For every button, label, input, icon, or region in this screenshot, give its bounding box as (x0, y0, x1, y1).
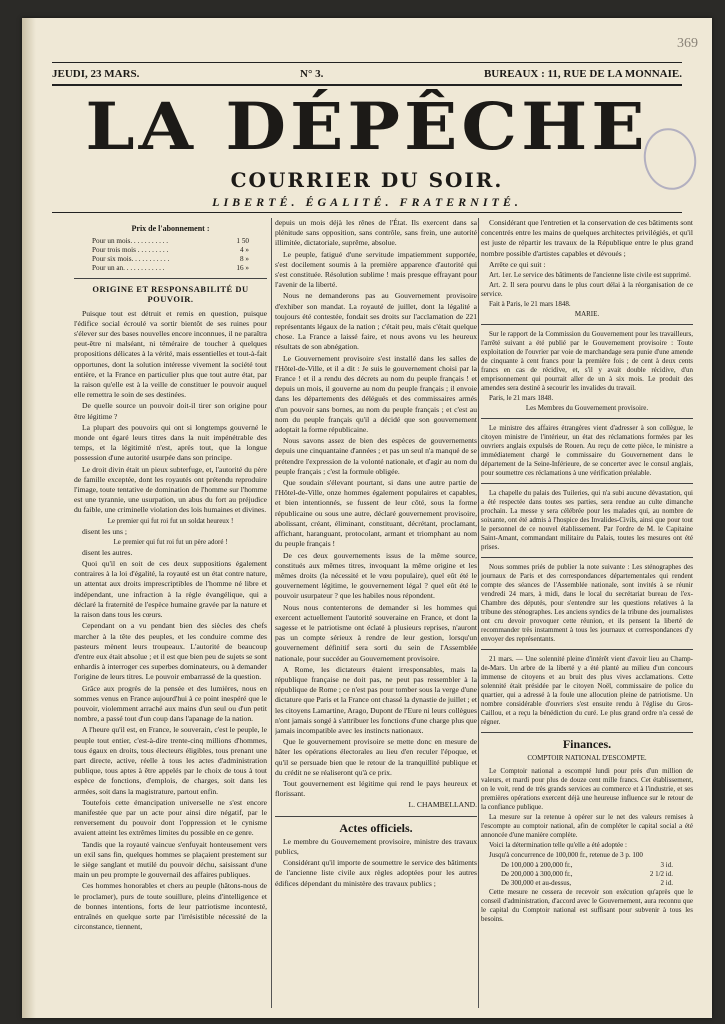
subscription-row (74, 246, 267, 255)
masthead-subtitle: COURRIER DU SOIR. (230, 168, 504, 192)
article-paragraph: Tout gouvernement est légitime qui rend le pays heureux et florissant. (275, 778, 477, 799)
masthead-rule (52, 212, 682, 213)
header-line (52, 68, 682, 80)
subscription-price: 8 » (240, 255, 249, 264)
article-paragraph: Puisque tout est détruit et remis en question, puisque l'édifice social écroulé va sortir bientôt de ses ruines pour s'élever sur des bases nouvelles encore inconnues, il ne paraîtra peut-être ni malséant, ni téméraire de toucher à quelques propositions délicates à la vérité, mais essentielles et tout-à-fait opportunes, dont la solution intéresse vivement la société tout entière, et la France en particulier plus que tout autre état, par la raison qu'elle est à la veille de constituer le pouvoir auquel elle remettra le soin de ses destinées. (74, 308, 267, 400)
article-paragraph: Toutefois cette émancipation universelle ne s'est encore manifestée que par un acte pour ainsi dire négatif, par le renversement du pouvoir dont l'oppression et le cynisme avaient atteint les extrêmes limites du possible en ce genre. (74, 797, 267, 838)
subscription-title: Prix de l'abonnement : (131, 224, 210, 233)
article-paragraph: Nous nous contenterons de demander si les hommes qui exercent actuellement l'autorité souveraine en France, et dont la sagesse et le patriotisme ont éclaté à plusieurs reprises, n'auront pas un compte sérieux à rendre de leur gestion, lorsqu'un gouvernement définitif sera sorti du sein de l'Assemblée nationale, pour succéder au Gouvernement provisoire. (275, 602, 477, 663)
rate-value: 2 1/2 id. (649, 870, 673, 879)
rate-row (481, 861, 693, 870)
article-paragraph: Que le gouvernement provisoire se mette donc en mesure de hâter les opérations électorales au lieu d'en reculer l'époque, et qu'il se persuade bien que le retour de la tranquillité publique et du crédit ne se réaliseront qu'à ce prix. (275, 737, 477, 777)
separator (481, 324, 693, 325)
issue-number: N° 3. (300, 68, 324, 80)
article-paragraph: De quelle source un pouvoir doit-il tirer son origine pour être légitime ? (74, 401, 267, 421)
article-paragraph: Le membre du Gouvernement provisoire, ministre des travaux publics, (275, 836, 477, 856)
article-paragraph: disent les uns ; (82, 526, 127, 536)
article-quote: Le premier qui fut roi fut un soldat heureux ! (107, 516, 234, 525)
header-rule (52, 84, 682, 86)
issue-date: JEUDI, 23 MARS. (52, 68, 140, 80)
subscription-price: 1 50 (236, 237, 249, 246)
article-paragraph: Fait à Paris, le 21 mars 1848. (489, 300, 571, 309)
article-paragraph: Grâce aux progrès de la pensée et des lumières, nous en sommes venus en France aujourd'hui à ce point inespéré que le pouvoir, violemment arraché aux mains d'un seul ou d'un petit nombre, a passé tout d'un coup dans l'apanage de la nation. (74, 683, 267, 724)
subscription-label: Pour un an. . . . . . . . . . . . (92, 264, 165, 273)
column-3 (481, 218, 693, 1013)
column-1 (74, 218, 267, 1013)
column-divider (478, 218, 479, 1008)
subscription-price: 16 » (236, 264, 249, 273)
column-divider (271, 218, 272, 1008)
article-quote: Le premier qui fut roi fut un père adoré ! (113, 537, 228, 546)
separator (481, 418, 693, 419)
article-paragraph: Art. 1er. Le service des bâtiments de l'ancienne liste civile est supprimé. (489, 271, 691, 280)
separator (74, 278, 267, 279)
separator (275, 816, 477, 817)
article-paragraph: A l'heure qu'il est, en France, le souverain, c'est le peuple, le peuple tout entier, c'est-à-dire trente-cinq millions d'hommes, tous égaux en droits, tous électeurs éligibles, tous prenant une part directe, active, réelle à tous les actes d'administration publique, tous aptes à être appelés par le choix de tous à tout espèce de fonctions, d'emplois, de charges, soit dans les armées, soit dans la magistrature, partout enfin. (74, 725, 267, 796)
separator (481, 483, 693, 484)
article-paragraph: Que soudain s'élevant pourtant, si dans une autre partie de l'Hôtel-de-Ville, onze hommes également populaires et capables, et bien intentionnés, se fussent de leur côté, sous la forme républicaine ou sous une autre, déclaré gouvernement provisoire, abolissant, créant, éliminant, constituant, décrétant, proclamant, affichant, haranguant, protocolant, armant et triomphant au nom du peuple français ! (275, 478, 477, 549)
article-paragraph: La plupart des pouvoirs qui ont si longtemps gouverné le monde ont égaré leurs titres dans la nuit impénétrable des temps, et la légitimité n'est, après tout, que la longue possession d'une autorité usurpée dans son principe. (74, 422, 267, 463)
article-paragraph: disent les autres. (82, 547, 133, 557)
article-paragraph: A Rome, les dictateurs étaient irresponsables, mais la république française ne doit pas, ne peut pas ressembler à la république de Rome ; ce n'est pas pour tomber sous la verge d'une dictature que Paris et la France ont chassé la dynastie de juillet ; et les citoyens Lamartine, Arago, Dupont de l'Eure ni leurs collègues n'ont jamais songé à s'attribuer les fonctions d'une charge plus que jamais incompatible avec les instincts nationaux. (275, 664, 477, 735)
signer: MARIE. (574, 310, 600, 319)
article-signature: L. CHAMBELLAND. (408, 800, 477, 810)
article-paragraph: Art. 2. Il sera pourvu dans le plus court délai à la réorganisation de ce service. (481, 281, 693, 299)
rate-row (481, 879, 693, 888)
separator (481, 557, 693, 558)
article-paragraph: Paris, le 21 mars 1848. (489, 394, 554, 403)
subscription-row (74, 264, 267, 273)
column-2 (275, 218, 477, 1013)
rate-label: De 300,000 et au-dessus, (501, 879, 572, 888)
article-paragraph: Ces hommes honorables et chers au peuple (hâtons-nous de le proclamer), purs de toute souillure, pleins d'intelligence et de bonnes intentions, forts de leur patriotisme incontesté, entraînés en quelque sorte par l'irrésistible nécessité de la circonstance, tiennent, (74, 881, 267, 932)
article-paragraph: Nous savons assez de bien des espèces de gouvernements depuis une cinquantaine d'années ; et pas un seul n'a manqué de se prétendre l'expression de la volonté nationale, et d'agir au nom du peuple français ; c'est la formule obligée. (275, 436, 477, 476)
separator (481, 732, 693, 733)
subscription-price: 4 » (240, 246, 249, 255)
rate-value: 2 id. (660, 879, 673, 888)
masthead-title: LA DÉPÊCHE (85, 88, 649, 165)
newspaper-page (22, 18, 712, 1018)
article-paragraph: Tandis que la royauté vaincue s'enfuyait honteusement vers un exil sans fin, quelques hommes se plaçaient prestement sur le siège sanglant et mutilé du pouvoir déchu, saisissant d'une main un peu prompte le gouvernail des affaires publiques. (74, 839, 267, 880)
subscription-label: Pour un mois. . . . . . . . . . . (92, 237, 169, 246)
subscription-row (74, 237, 267, 246)
news-item: Nous sommes priés de publier la note suivante : Les sténographes des journaux de Paris et des correspondances départementales qui rendent compte des séances de l'Assemblée nationale, sont invités à se réunir vendredi 24 mars, à midi, dans le local du secrétariat bureau de l'ex-Chambre des députés, pour s'entendre sur les questions relatives à la tribune des sténographes. Les anciens syndics de la tribune des journalistes ont cru devoir provoquer cette réunion, et ils pensent la liberté de recommander très instamment à tous les journaux et correspondances d'y envoyer des représentants. (481, 563, 693, 644)
rate-row (481, 870, 693, 879)
article-title: ORIGINE ET RESPONSABILITÉ DU POUVOIR. (92, 284, 249, 305)
section-subtitle: COMPTOIR NATIONAL D'ESCOMPTE. (527, 754, 647, 763)
subscription-label: Pour six mois. . . . . . . . . . . (92, 255, 170, 264)
office-address: BUREAUX : 11, RUE DE LA MONNAIE. (483, 68, 682, 80)
article-paragraph: Sur le rapport de la Commission du Gouvernement pour les travailleurs, l'arrêté suivant a été publié par le Gouvernement provisoire : Toute exploitation de l'ouvrier par voie de marchandage sera punie d'une amende de cinquante à cent francs pour la première fois ; de cent à deux cents francs en cas de récidive, et, s'il y avait double récidive, d'un emprisonnement qui pourrait aller de un à six mois. Le produit des amendes sera destiné à secourir les invalides du travail. (481, 330, 693, 393)
signer: Les Membres du Gouvernement provisoire. (525, 404, 649, 413)
article-paragraph: Le Gouvernement provisoire s'est installé dans les salles de l'Hôtel-de-Ville, et il a dit : Je suis le gouvernement choisi par la France ! et il a rendu des décrets au nom du peuple français ! et depuis un mois, il gouverne au nom du peuple français ; il envoie dans les départements des délégués et des commissaires armés d'un pouvoir sans bornes, au nom du peuple français ; et c'est au nom du peuple français qu'il a décidé que son gouvernement adoptait la forme républicaine. (275, 353, 477, 435)
news-item: Le ministre des affaires étrangères vient d'adresser à son collègue, le citoyen ministre de l'intérieur, un état des réclamations formées par les ouvriers anglais expulsés de Rouen. Au reçu de cette pièce, le ministre a immédiatement chargé le commissaire du Gouvernement dans le département de la Seine-Inférieure, de se concerter avec le consul anglais, pour soumettre ces réclamations à une vérification préalable. (481, 424, 693, 478)
article-paragraph: Le droit divin était un pieux subterfuge, et, l'autorité du père de famille exceptée, dont les royautés ont prétendu reproduire l'image, toute tentative de domination de l'homme sur l'homme est une tyrannie, une usurpation, un abus du fort au préjudice du faible, une criminelle violation des lois humaines et divines. (74, 464, 267, 515)
article-paragraph: Nous ne demanderons pas au Gouvernement provisoire d'exhiber son mandat. La royauté de juillet, dont la légalité a toujours été contestée, fondait ses droits sur l'acclamation de 221 représentants légaux de la nation ; c'était peu, mais c'était quelque chose. La France a laissé faire, et nous avons vu les heureux résultats de son abnégation. (275, 291, 477, 352)
article-paragraph: Cependant on a vu pendant bien des siècles des chefs marcher à la tête des peuples, et les conduire comme des pasteurs mènent leurs troupeaux. L'autorité de beaucoup d'entre eux était absolue ; et il est que bien peu de sujets se sont enhardis à interroger ces superbes dominateurs, ou à demander l'origine de leurs titres. Le pouvoir embarrassé de la question. (74, 621, 267, 682)
article-paragraph: De ces deux gouvernements issus de la même source, constitués aux mêmes titres, invoquant la même origine et les mêmes droits (la nécessité et le vœu populaire), quel eût été le gouvernement légitime, le gouvernement légal ? quel eût été le pouvoir usurpateur ? que les habiles nous répondent. (275, 550, 477, 601)
article-paragraph: Arrête ce qui suit : (489, 259, 546, 269)
article-paragraph: Considérant que l'entretien et la conservation de ces bâtiments sont concentrés entre les mains de quelques architectes privilégiés, et qu'il est juste de répartir les travaux de la République entre le plus grand nombre possible d'artistes capables et dévoués ; (481, 218, 693, 258)
subscription-label: Pour trois mois . . . . . . . . . (92, 246, 169, 255)
masthead-motto: LIBERTÉ. ÉGALITÉ. FRATERNITÉ. (212, 195, 522, 209)
rate-value: 3 id. (660, 861, 673, 870)
article-paragraph: Jusqu'à concurrence de 100,000 fr., retenue de 3 p. 100 (489, 851, 643, 860)
rate-label: De 100,000 à 200,000 fr., (501, 861, 573, 870)
article-paragraph: Quoi qu'il en soit de ces deux suppositions également contraires à la loi d'égalité, la royauté est un état contre nature, un attentat aux droits imprescriptibles de l'homme né libre et indépendant, une infraction à la règle évangélique, qui a déclaré la fraternité de l'espèce humaine gravée par la nature et la raison dans tous les cœurs. (74, 559, 267, 620)
article-paragraph: Voici la détermination telle qu'elle a été adoptée : (489, 841, 627, 850)
section-title: Finances. (562, 737, 612, 752)
separator (481, 649, 693, 650)
article-paragraph: Le Comptoir national a escompté lundi pour près d'un million de valeurs, et mardi pour plus de douze cent mille francs. Cet établissement, on le voit, rend de très grands services au commerce et à l'industrie, et ses premières opérations exercent déjà une heureuse influence sur le retour de la confiance publique. (481, 767, 693, 812)
top-rule (52, 62, 682, 63)
page-number: 369 (677, 36, 698, 51)
subscription-row (74, 255, 267, 264)
section-title: Actes officiels. (339, 820, 413, 835)
rate-label: De 200,000 à 300,000 fr., (501, 870, 573, 879)
article-paragraph: depuis un mois déjà les rênes de l'État. Ils exercent dans sa plénitude sans opposition, sans contrôle, sans frein, une autorité illimitée, dictatoriale, suprême, absolue. (275, 218, 477, 248)
article-paragraph: Considérant qu'il importe de soumettre le service des bâtiments de l'ancienne liste civile aux règles adoptées pour les autres édifices dépendant du ministère des travaux publics ; (275, 858, 477, 888)
article-paragraph: La mesure sur la retenue à opérer sur le net des valeurs remises à l'escompte au comptoir national, afin de compléter le capital social a été annoncée d'une manière complète. (481, 813, 693, 840)
article-paragraph: Le peuple, fatigué d'une servitude impatiemment supportée, s'est docilement soumis à la première apparence d'autorité qui s'est constituée. Résolution sublime ! mais presque effrayant pour l'avenir de la liberté. (275, 249, 477, 290)
news-item: La chapelle du palais des Tuileries, qui n'a subi aucune dévastation, qui a été respectée dans toutes ses parties, sera rendue au culte dimanche prochain. La messe y sera célébrée pour les malades qui, au nombre de soixante, ont été admis à l'hospice des Invalides-Civils, ainsi que pour tout le personnel de ce nouvel établissement. Par l'ordre de M. le Capitaine Saint-Amant, commandant militaire du Palais, toutes les mesures ont été prises. (481, 489, 693, 552)
news-item: 21 mars. — Une solennité pleine d'intérêt vient d'avoir lieu au Champ-de-Mars. Un arbre de la liberté y a été planté au milieu d'un concours immense de citoyens et au bruit des plus vives acclamations. Cette solennité était présidée par le citoyen Noël, commissaire de police du quartier, qui a adressé à la foule une allocution pleine de patriotisme. Un nombre considérable d'ouvriers s'est ensuite rendu à l'église du Gros-Caillou, et a reçu la bénédiction du curé. Le plus grand ordre n'a cessé de régner. (481, 655, 693, 727)
article-paragraph: Cette mesure ne cessera de recevoir son exécution qu'après que le conseil d'administration, d'accord avec le Gouvernement, aura reconnu que le capital du Comptoir national est suffisant pour subvenir à tous les besoins. (481, 888, 693, 924)
